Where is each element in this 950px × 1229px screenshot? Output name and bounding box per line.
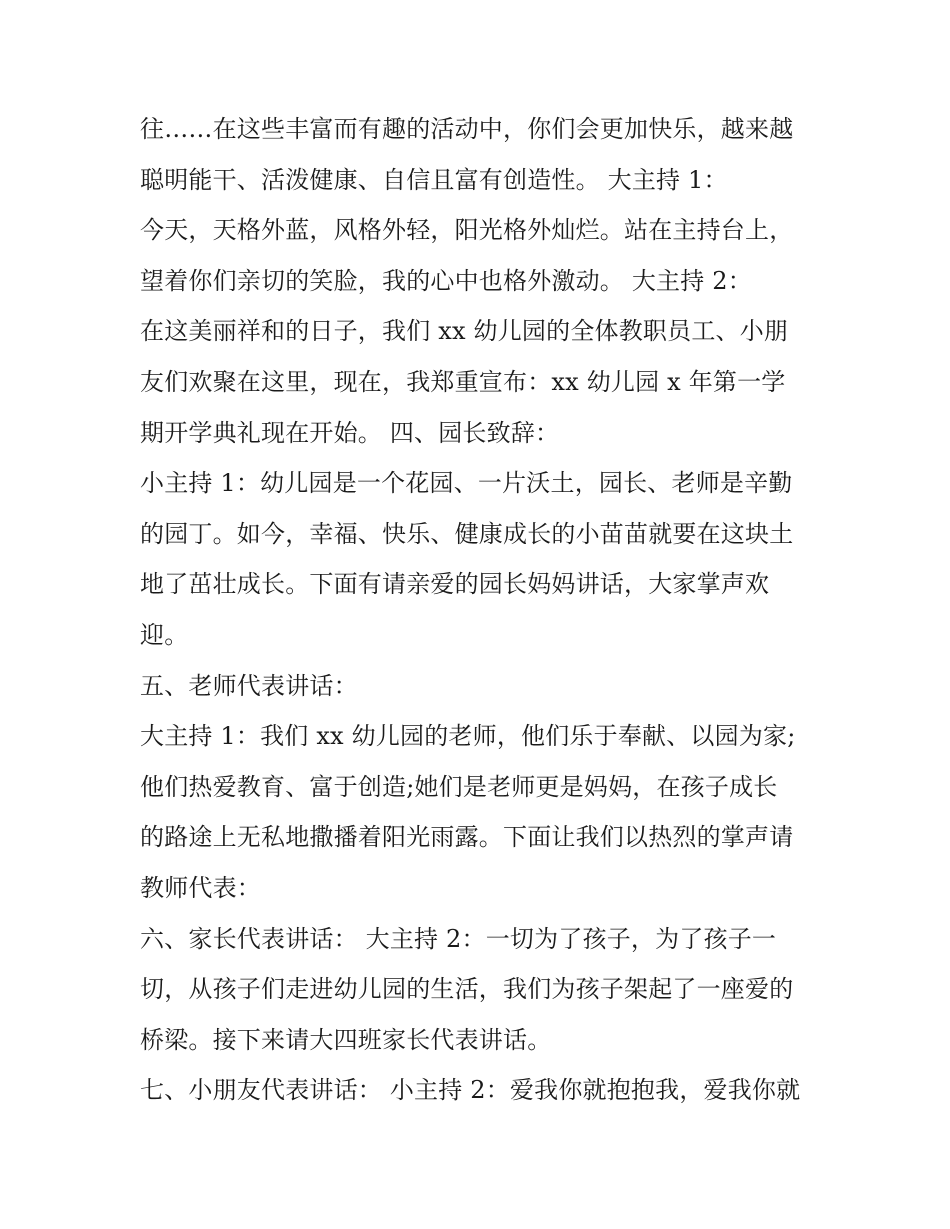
- text-line: 七、小朋友代表讲话： 小主持 2：爱我你就抱抱我，爱我你就: [140, 1076, 801, 1105]
- text-line: 今天，天格外蓝，风格外轻，阳光格外灿烂。站在主持台上，: [140, 216, 794, 245]
- text-line: 的园丁。如今，幸福、快乐、健康成长的小苗苗就要在这块土: [140, 519, 794, 548]
- text-line: 桥梁。接下来请大四班家长代表讲话。: [140, 1025, 552, 1054]
- text-line: 大主持 1：我们 xx 幼儿园的老师，他们乐于奉献、以园为家;: [140, 722, 796, 751]
- text-line: 在这美丽祥和的日子，我们 xx 幼儿园的全体教职员工、小朋: [140, 317, 789, 346]
- text-line: 友们欢聚在这里，现在，我郑重宣布：xx 幼儿园 x 年第一学: [140, 367, 786, 396]
- section-heading: 五、老师代表讲话：: [140, 671, 358, 700]
- body-text: [140, 104, 820, 1116]
- text-line: 地了茁壮成长。下面有请亲爱的园长妈妈讲话，大家掌声欢: [140, 570, 770, 599]
- text-line: 小主持 1：幼儿园是一个花园、一片沃土，园长、老师是辛勤: [140, 469, 793, 498]
- text-line: 往……在这些丰富而有趣的活动中，你们会更加快乐，越来越: [140, 115, 794, 143]
- text-line: 聪明能干、活泼健康、自信且富有创造性。 大主持 1：: [140, 165, 728, 194]
- text-line: 他们热爱教育、富于创造;她们是老师更是妈妈，在孩子成长: [140, 772, 778, 801]
- text-line: 六、家长代表讲话： 大主持 2：一切为了孩子，为了孩子一: [140, 924, 777, 953]
- text-line: 切，从孩子们走进幼儿园的生活，我们为孩子架起了一座爱的: [140, 975, 794, 1004]
- text-line: 的路途上无私地撒播着阳光雨露。下面让我们以热烈的掌声请: [140, 823, 794, 852]
- text-line: 期开学典礼现在开始。 四、园长致辞：: [140, 418, 560, 447]
- text-line: 望着你们亲切的笑脸，我的心中也格外激动。 大主持 2：: [140, 266, 752, 295]
- text-line: 教师代表：: [140, 873, 261, 902]
- text-line: 迎。: [140, 620, 189, 649]
